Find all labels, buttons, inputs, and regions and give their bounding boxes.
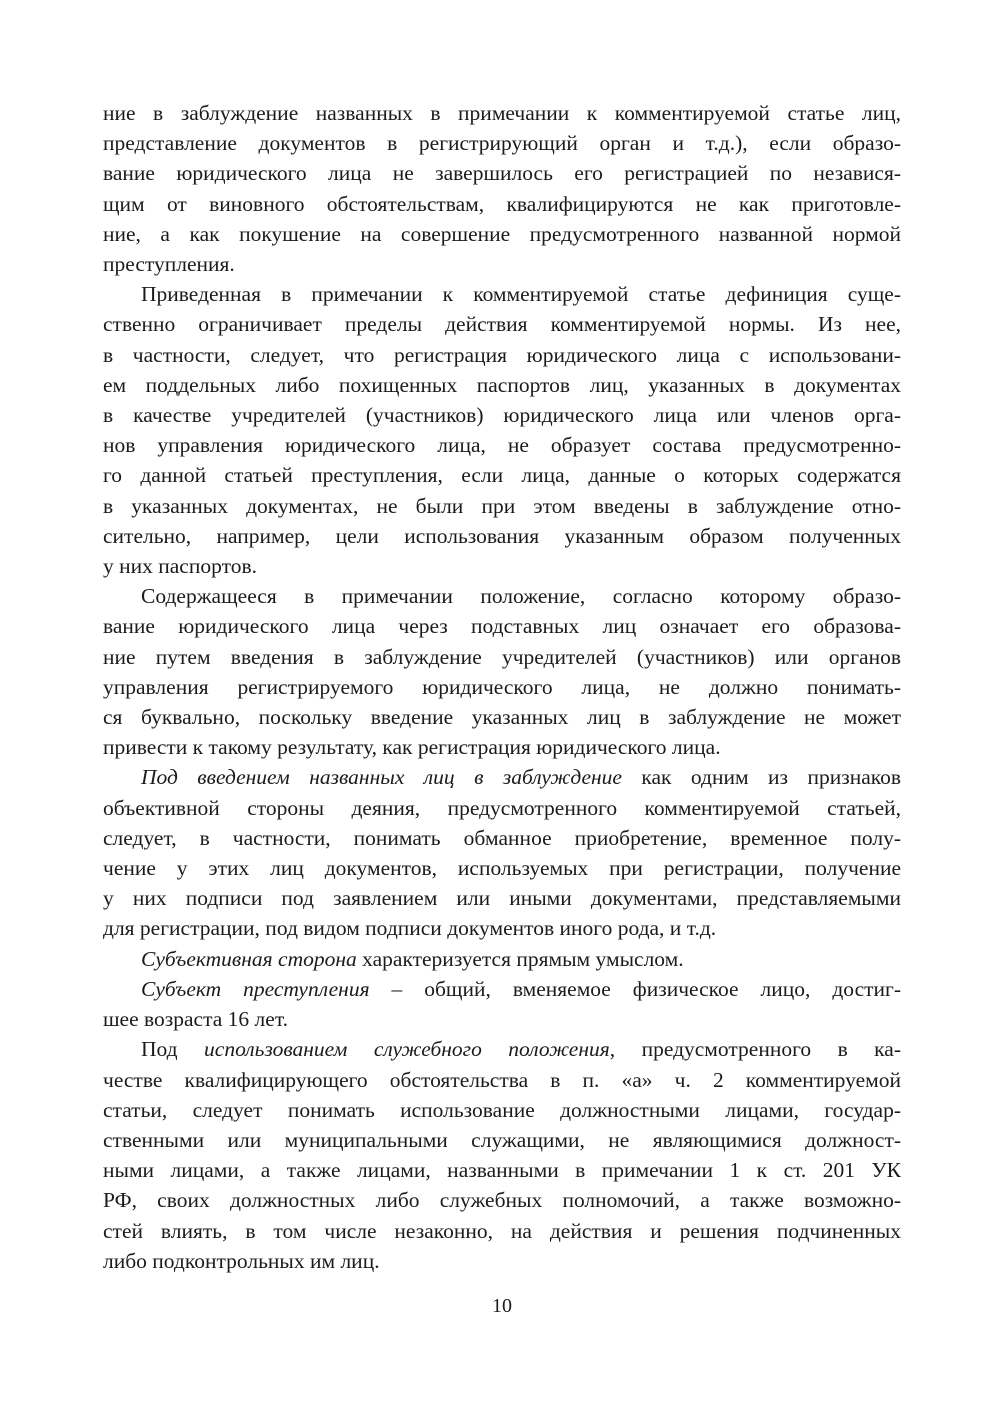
text-line [103,219,901,249]
text-run: у них подписи под заявлением или иными документами, представляемыми [103,886,901,911]
text-run: характеризуется прямым умыслом. [356,946,684,971]
text-run: ственно ограничивает пределы действия комментируемой нормы. Из нее, [103,312,901,337]
text-line [103,370,901,400]
paragraph [103,1034,901,1276]
text-line [103,944,901,974]
text-line [103,1065,901,1095]
text-line [103,249,901,279]
text-run: шее возраста 16 лет. [103,1007,288,1032]
text-line [103,672,901,702]
text-run: вание юридического лица не завершилось его регистрацией по независя- [103,161,901,186]
text-run: преступления. [103,252,235,277]
text-line [103,521,901,551]
text-run: либо подконтрольных им лиц. [103,1248,380,1273]
text-line [103,702,901,732]
text-run: вание юридического лица через подставных лиц означает его образова- [103,614,901,639]
text-run: Содержащееся в примечании положение, согласно которому образо- [141,584,901,609]
text-run: управления регистрируемого юридического лица, не должно понимать- [103,674,901,699]
text-line [103,98,901,128]
paragraph [103,98,901,279]
text-run: сительно, например, цели использования указанным образом полученных [103,523,901,548]
text-run: РФ, своих должностных либо служебных полномочий, а также возможно- [103,1188,901,1213]
text-run: ем поддельных либо похищенных паспортов лиц, указанных в документах [103,372,901,397]
text-line [103,732,901,762]
text-run: для регистрации, под видом подписи документов иного рода, и т.д. [103,916,717,941]
text-line [103,279,901,309]
paragraph [103,762,901,943]
paragraph [103,279,901,581]
text-line [103,853,901,883]
text-run: у них паспортов. [103,554,257,579]
text-run: ние в заблуждение названных в примечании к комментируемой статье лиц, [103,101,901,125]
text-run: го данной статьей преступления, если лица, данные о которых содержатся [103,463,901,488]
paragraph [103,581,901,762]
text-run: Под [141,1037,205,1062]
text-line [103,189,901,219]
text-run: , предусмотренного в ка- [609,1037,901,1062]
text-run: нов управления юридического лица, не образует состава предусмотренно- [103,433,901,458]
italic-term: использованием служебного положения [204,1037,610,1062]
text-run: ственными или муниципальными служащими, не являющимися должност- [103,1127,901,1152]
text-run: как одним из признаков [621,765,901,790]
text-line [103,762,901,792]
italic-term: Субъективная сторона [141,946,357,971]
text-run: ние путем введения в заблуждение учредителей (участников) или органов [103,644,901,669]
text-line [103,1095,901,1125]
text-run: в указанных документах, не были при этом введены в заблуждение отно- [103,493,901,518]
text-line [103,309,901,339]
text-run: щим от виновного обстоятельствам, квалифицируются не как приготовле- [103,191,901,216]
text-line [103,1216,901,1246]
text-run: в качестве учредителей (участников) юридического лица или членов орга- [103,403,901,428]
text-line [103,400,901,430]
text-line [103,551,901,581]
text-line [103,974,901,1004]
text-run: стей влиять, в том числе незаконно, на действия и решения подчиненных [103,1218,901,1243]
text-line [103,793,901,823]
text-line [103,913,901,943]
text-line [103,460,901,490]
text-line [103,642,901,672]
page-number: 10 [492,1295,512,1317]
text-line [103,611,901,641]
text-run: привести к такому результату, как регистрация юридического лица. [103,735,721,760]
body-text [103,98,901,1276]
text-run: ние, а как покушение на совершение предусмотренного названной нормой [103,221,901,246]
text-line [103,1034,901,1064]
text-run: – общий, вменяемое физическое лицо, достиг- [369,976,901,1001]
text-line [103,581,901,611]
text-line [103,491,901,521]
italic-term: Под введением названных лиц в заблуждение [141,765,622,790]
text-run: представление документов в регистрирующий орган и т.д.), если образо- [103,131,901,156]
text-run: честве квалифицирующего обстоятельства в п. «а» ч. 2 комментируемой [103,1067,901,1092]
text-line [103,1125,901,1155]
text-run: ся буквально, поскольку введение указанных лиц в заблуждение не может [103,705,901,730]
paragraph [103,974,901,1034]
text-line [103,883,901,913]
text-run: следует, в частности, понимать обманное приобретение, временное полу- [103,825,901,850]
text-run: объективной стороны деяния, предусмотренного комментируемой статьей, [103,795,901,820]
text-line [103,340,901,370]
text-line [103,1185,901,1215]
text-line [103,823,901,853]
text-run: в частности, следует, что регистрация юридического лица с использовани- [103,342,901,367]
text-line [103,128,901,158]
text-line [103,158,901,188]
text-run: ными лицами, а также лицами, названными в примечании 1 к ст. 201 УК [103,1158,901,1183]
italic-term: Субъект преступления [141,976,370,1001]
text-line [103,1004,901,1034]
text-run: Приведенная в примечании к комментируемой статье дефиниция суще- [141,282,901,307]
paragraph [103,944,901,974]
text-run: чение у этих лиц документов, используемых при регистрации, получение [103,856,901,881]
text-line [103,430,901,460]
text-line [103,1246,901,1276]
text-line [103,1155,901,1185]
text-run: статьи, следует понимать использование должностными лицами, государ- [103,1097,901,1122]
